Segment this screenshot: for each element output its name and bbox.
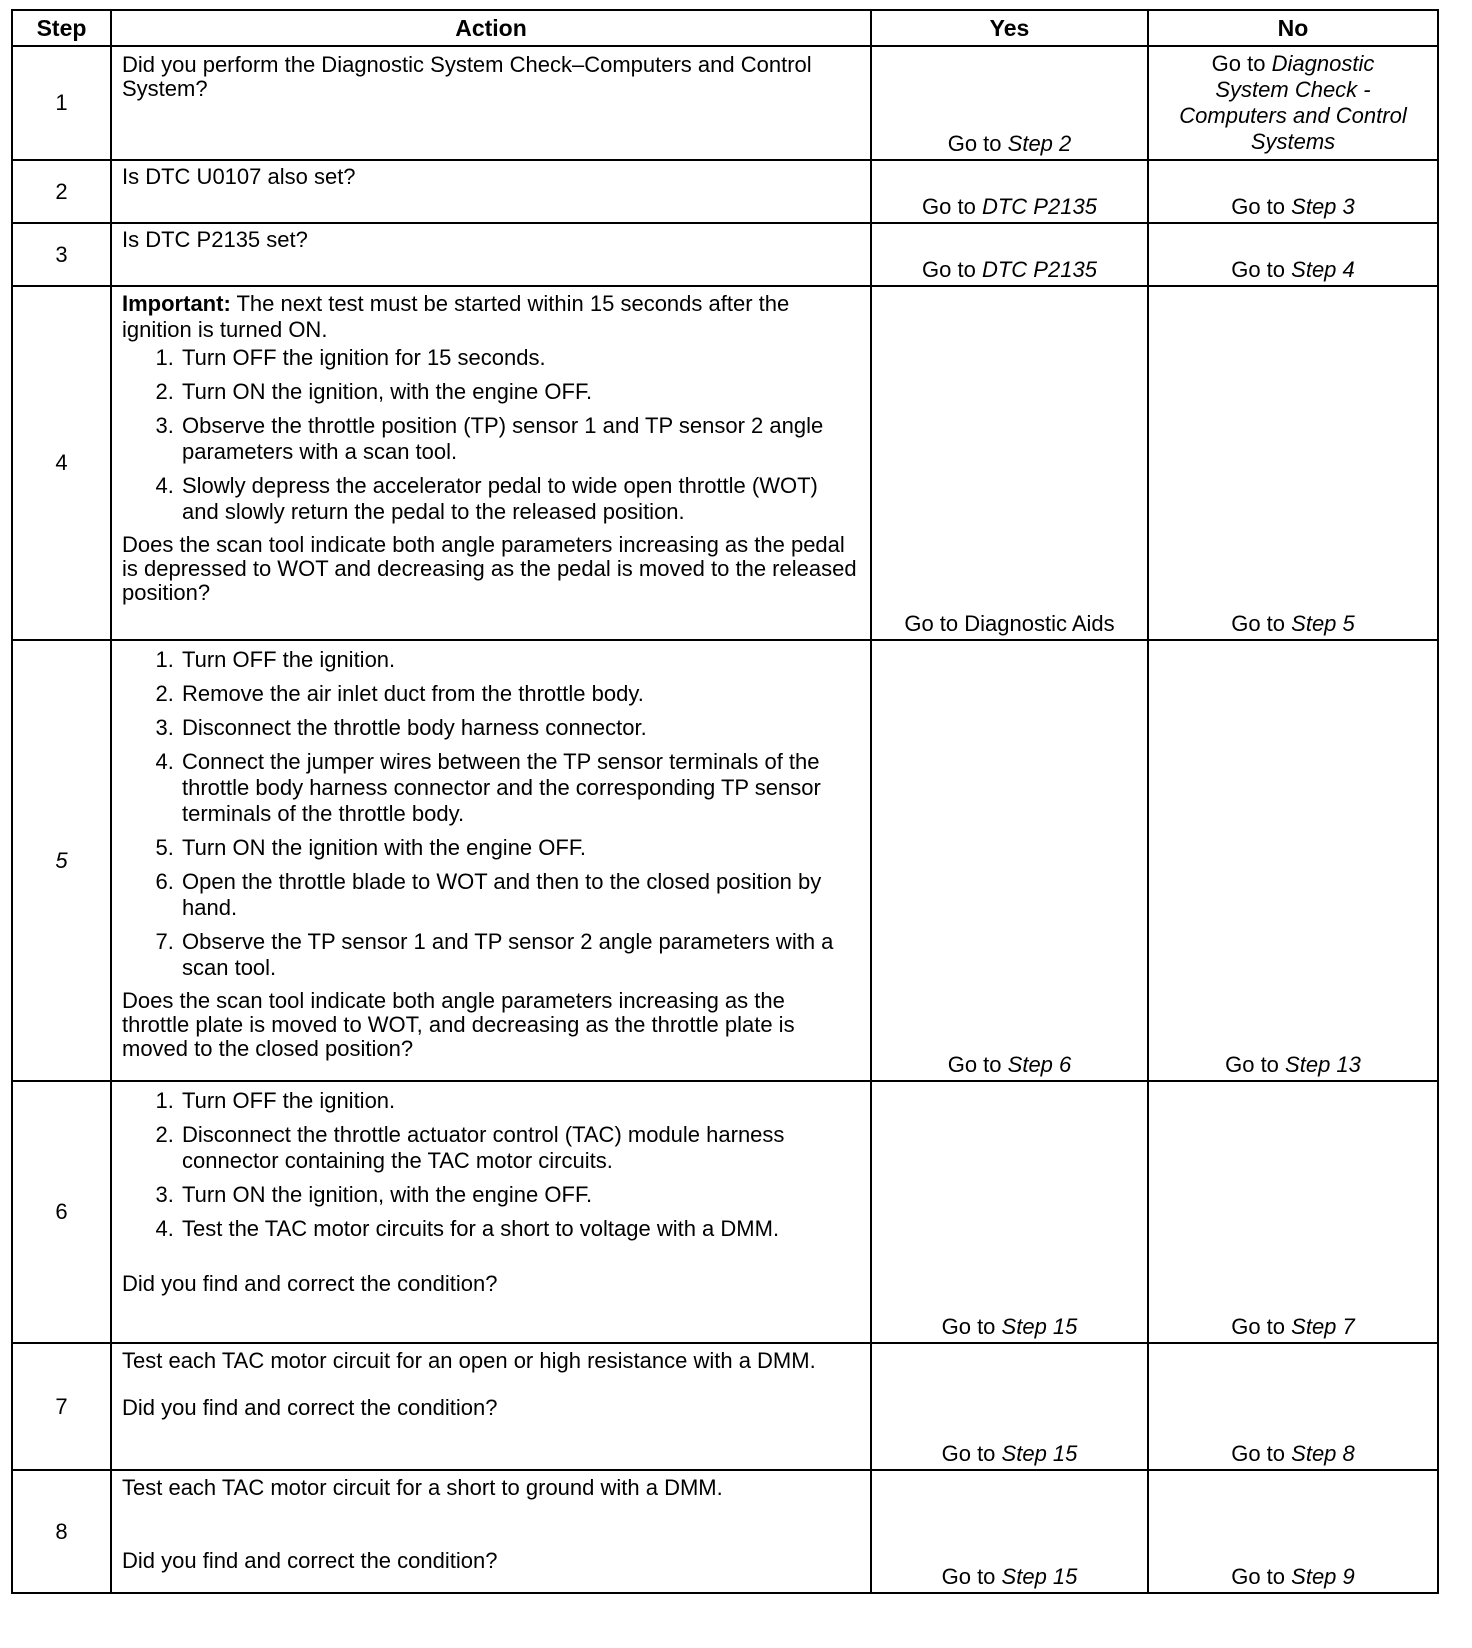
step-number: 1 (12, 46, 111, 160)
yes-cell (871, 286, 1148, 640)
diagnostic-table (11, 9, 1439, 1594)
yes-target: Step 6 (1007, 1052, 1072, 1077)
header-no: No (1148, 10, 1438, 46)
yes-target: Step 15 (1001, 1314, 1078, 1339)
question-text: Did you find and correct the condition? (122, 1271, 498, 1296)
yes-target: DTC P2135 (981, 194, 1097, 219)
action-cell (111, 1343, 871, 1470)
question-text: Did you find and correct the condition? (122, 1395, 498, 1420)
spacer (122, 1501, 858, 1549)
no-prefix: Go to (1231, 1441, 1286, 1466)
no-cell (1148, 223, 1438, 286)
list-item: 1. Turn OFF the ignition for 15 seconds. (180, 345, 858, 371)
no-target: Step 8 (1291, 1441, 1355, 1466)
no-cell (1148, 640, 1438, 1081)
no-prefix: Go to (1231, 611, 1286, 636)
no-prefix: Go to (1225, 1052, 1279, 1077)
header-yes: Yes (871, 10, 1148, 46)
yes-target: DTC P2135 (981, 257, 1097, 282)
yes-prefix: Go to (947, 1052, 1002, 1077)
yes-prefix: Go to (922, 257, 976, 282)
table-row (12, 46, 1438, 160)
action-cell (111, 160, 871, 223)
no-cell (1148, 1470, 1438, 1593)
list-item: 4. Connect the jumper wires between the TP sensor terminals of the throttle body harness connector and the corresponding TP sensor terminals of the throttle body. (180, 749, 858, 827)
yes-text: Go to Diagnostic Aids (904, 611, 1115, 636)
instruction-text: Test each TAC motor circuit for a short to ground with a DMM. (122, 1475, 723, 1500)
header-row (12, 10, 1438, 46)
table-row (12, 1081, 1438, 1343)
table-row (12, 1343, 1438, 1470)
question-text: Is DTC P2135 set? (122, 227, 308, 252)
no-cell (1148, 286, 1438, 640)
header-action: Action (111, 10, 871, 46)
no-prefix: Go to (1231, 1564, 1286, 1589)
list-item: 3. Turn ON the ignition, with the engine OFF. (180, 1182, 858, 1208)
action-cell (111, 1081, 871, 1343)
yes-cell (871, 640, 1148, 1081)
question-text: Did you find and correct the condition? (122, 1548, 498, 1573)
no-cell (1148, 46, 1438, 160)
no-target: Step 7 (1291, 1314, 1355, 1339)
step-number: 2 (12, 160, 111, 223)
important-note (122, 291, 858, 343)
yes-cell (871, 1081, 1148, 1343)
yes-target: Step 15 (1001, 1564, 1078, 1589)
spacer (122, 1250, 858, 1272)
yes-cell (871, 1470, 1148, 1593)
action-cell (111, 46, 871, 160)
yes-cell (871, 46, 1148, 160)
question-text: Did you perform the Diagnostic System Check–Computers and Control System? (122, 52, 812, 101)
action-cell (111, 1470, 871, 1593)
list-item: 6. Open the throttle blade to WOT and then to the closed position by hand. (180, 869, 858, 921)
step-number: 3 (12, 223, 111, 286)
no-prefix: Go to (1231, 1314, 1286, 1339)
yes-prefix: Go to (941, 1314, 996, 1339)
yes-cell (871, 160, 1148, 223)
no-target: Diagnostic System Check - Computers and Control Systems (1179, 51, 1407, 154)
header-step: Step (12, 10, 111, 46)
no-target: Step 13 (1285, 1052, 1361, 1077)
list-item: 7. Observe the TP sensor 1 and TP sensor 2 angle parameters with a scan tool. (180, 929, 858, 981)
no-prefix: Go to (1231, 194, 1286, 219)
list-item: 3. Observe the throttle position (TP) sensor 1 and TP sensor 2 angle parameters with a scan tool. (180, 413, 858, 465)
table-row (12, 640, 1438, 1081)
step-number: 6 (12, 1081, 111, 1343)
list-item: 2. Remove the air inlet duct from the throttle body. (180, 681, 858, 707)
yes-target: Step 2 (1007, 131, 1072, 156)
yes-cell (871, 1343, 1148, 1470)
important-text: The next test must be started within 15 seconds after the ignition is turned ON. (122, 291, 790, 342)
question-text: Does the scan tool indicate both angle parameters increasing as the pedal is depressed to WOT and decreasing as the pedal is moved to the released position? (122, 532, 857, 605)
list-item: 2. Disconnect the throttle actuator control (TAC) module harness connector containing the TAC motor circuits. (180, 1122, 858, 1174)
list-item: 4. Slowly depress the accelerator pedal to wide open throttle (WOT) and slowly return the pedal to the released position. (180, 473, 858, 525)
list-item: 2. Turn ON the ignition, with the engine OFF. (180, 379, 858, 405)
list-item: 5. Turn ON the ignition with the engine OFF. (180, 835, 858, 861)
no-target: Step 3 (1291, 194, 1355, 219)
list-item: 3. Disconnect the throttle body harness connector. (180, 715, 858, 741)
list-item: 1. Turn OFF the ignition. (180, 647, 858, 673)
action-cell (111, 286, 871, 640)
no-cell (1148, 1081, 1438, 1343)
instruction-text: Test each TAC motor circuit for an open or high resistance with a DMM. (122, 1348, 816, 1373)
yes-cell (871, 223, 1148, 286)
no-target: Step 4 (1291, 257, 1355, 282)
action-cell (111, 640, 871, 1081)
no-target: Step 9 (1291, 1564, 1355, 1589)
step-number: 5 (12, 640, 111, 1081)
step-number: 8 (12, 1470, 111, 1593)
question-text: Is DTC U0107 also set? (122, 164, 356, 189)
instruction-list (122, 345, 858, 525)
yes-prefix: Go to (947, 131, 1002, 156)
instruction-list (122, 1088, 858, 1242)
no-cell (1148, 1343, 1438, 1470)
table-row (12, 160, 1438, 223)
yes-prefix: Go to (922, 194, 976, 219)
no-prefix: Go to (1211, 51, 1266, 76)
step-number: 4 (12, 286, 111, 640)
no-target: Step 5 (1291, 611, 1355, 636)
yes-prefix: Go to (941, 1564, 996, 1589)
important-label: Important: (122, 291, 231, 316)
action-cell (111, 223, 871, 286)
question-text: Does the scan tool indicate both angle parameters increasing as the throttle plate is moved to WOT, and decreasing as the throttle plate is moved to the closed position? (122, 988, 795, 1061)
table-row (12, 1470, 1438, 1593)
table-row (12, 223, 1438, 286)
list-item: 4. Test the TAC motor circuits for a short to voltage with a DMM. (180, 1216, 858, 1242)
no-prefix: Go to (1231, 257, 1286, 282)
yes-target: Step 15 (1001, 1441, 1078, 1466)
no-cell (1148, 160, 1438, 223)
step-number: 7 (12, 1343, 111, 1470)
yes-prefix: Go to (941, 1441, 996, 1466)
list-item: 1. Turn OFF the ignition. (180, 1088, 858, 1114)
instruction-list (122, 647, 858, 981)
table-row (12, 286, 1438, 640)
spacer (122, 1374, 858, 1396)
